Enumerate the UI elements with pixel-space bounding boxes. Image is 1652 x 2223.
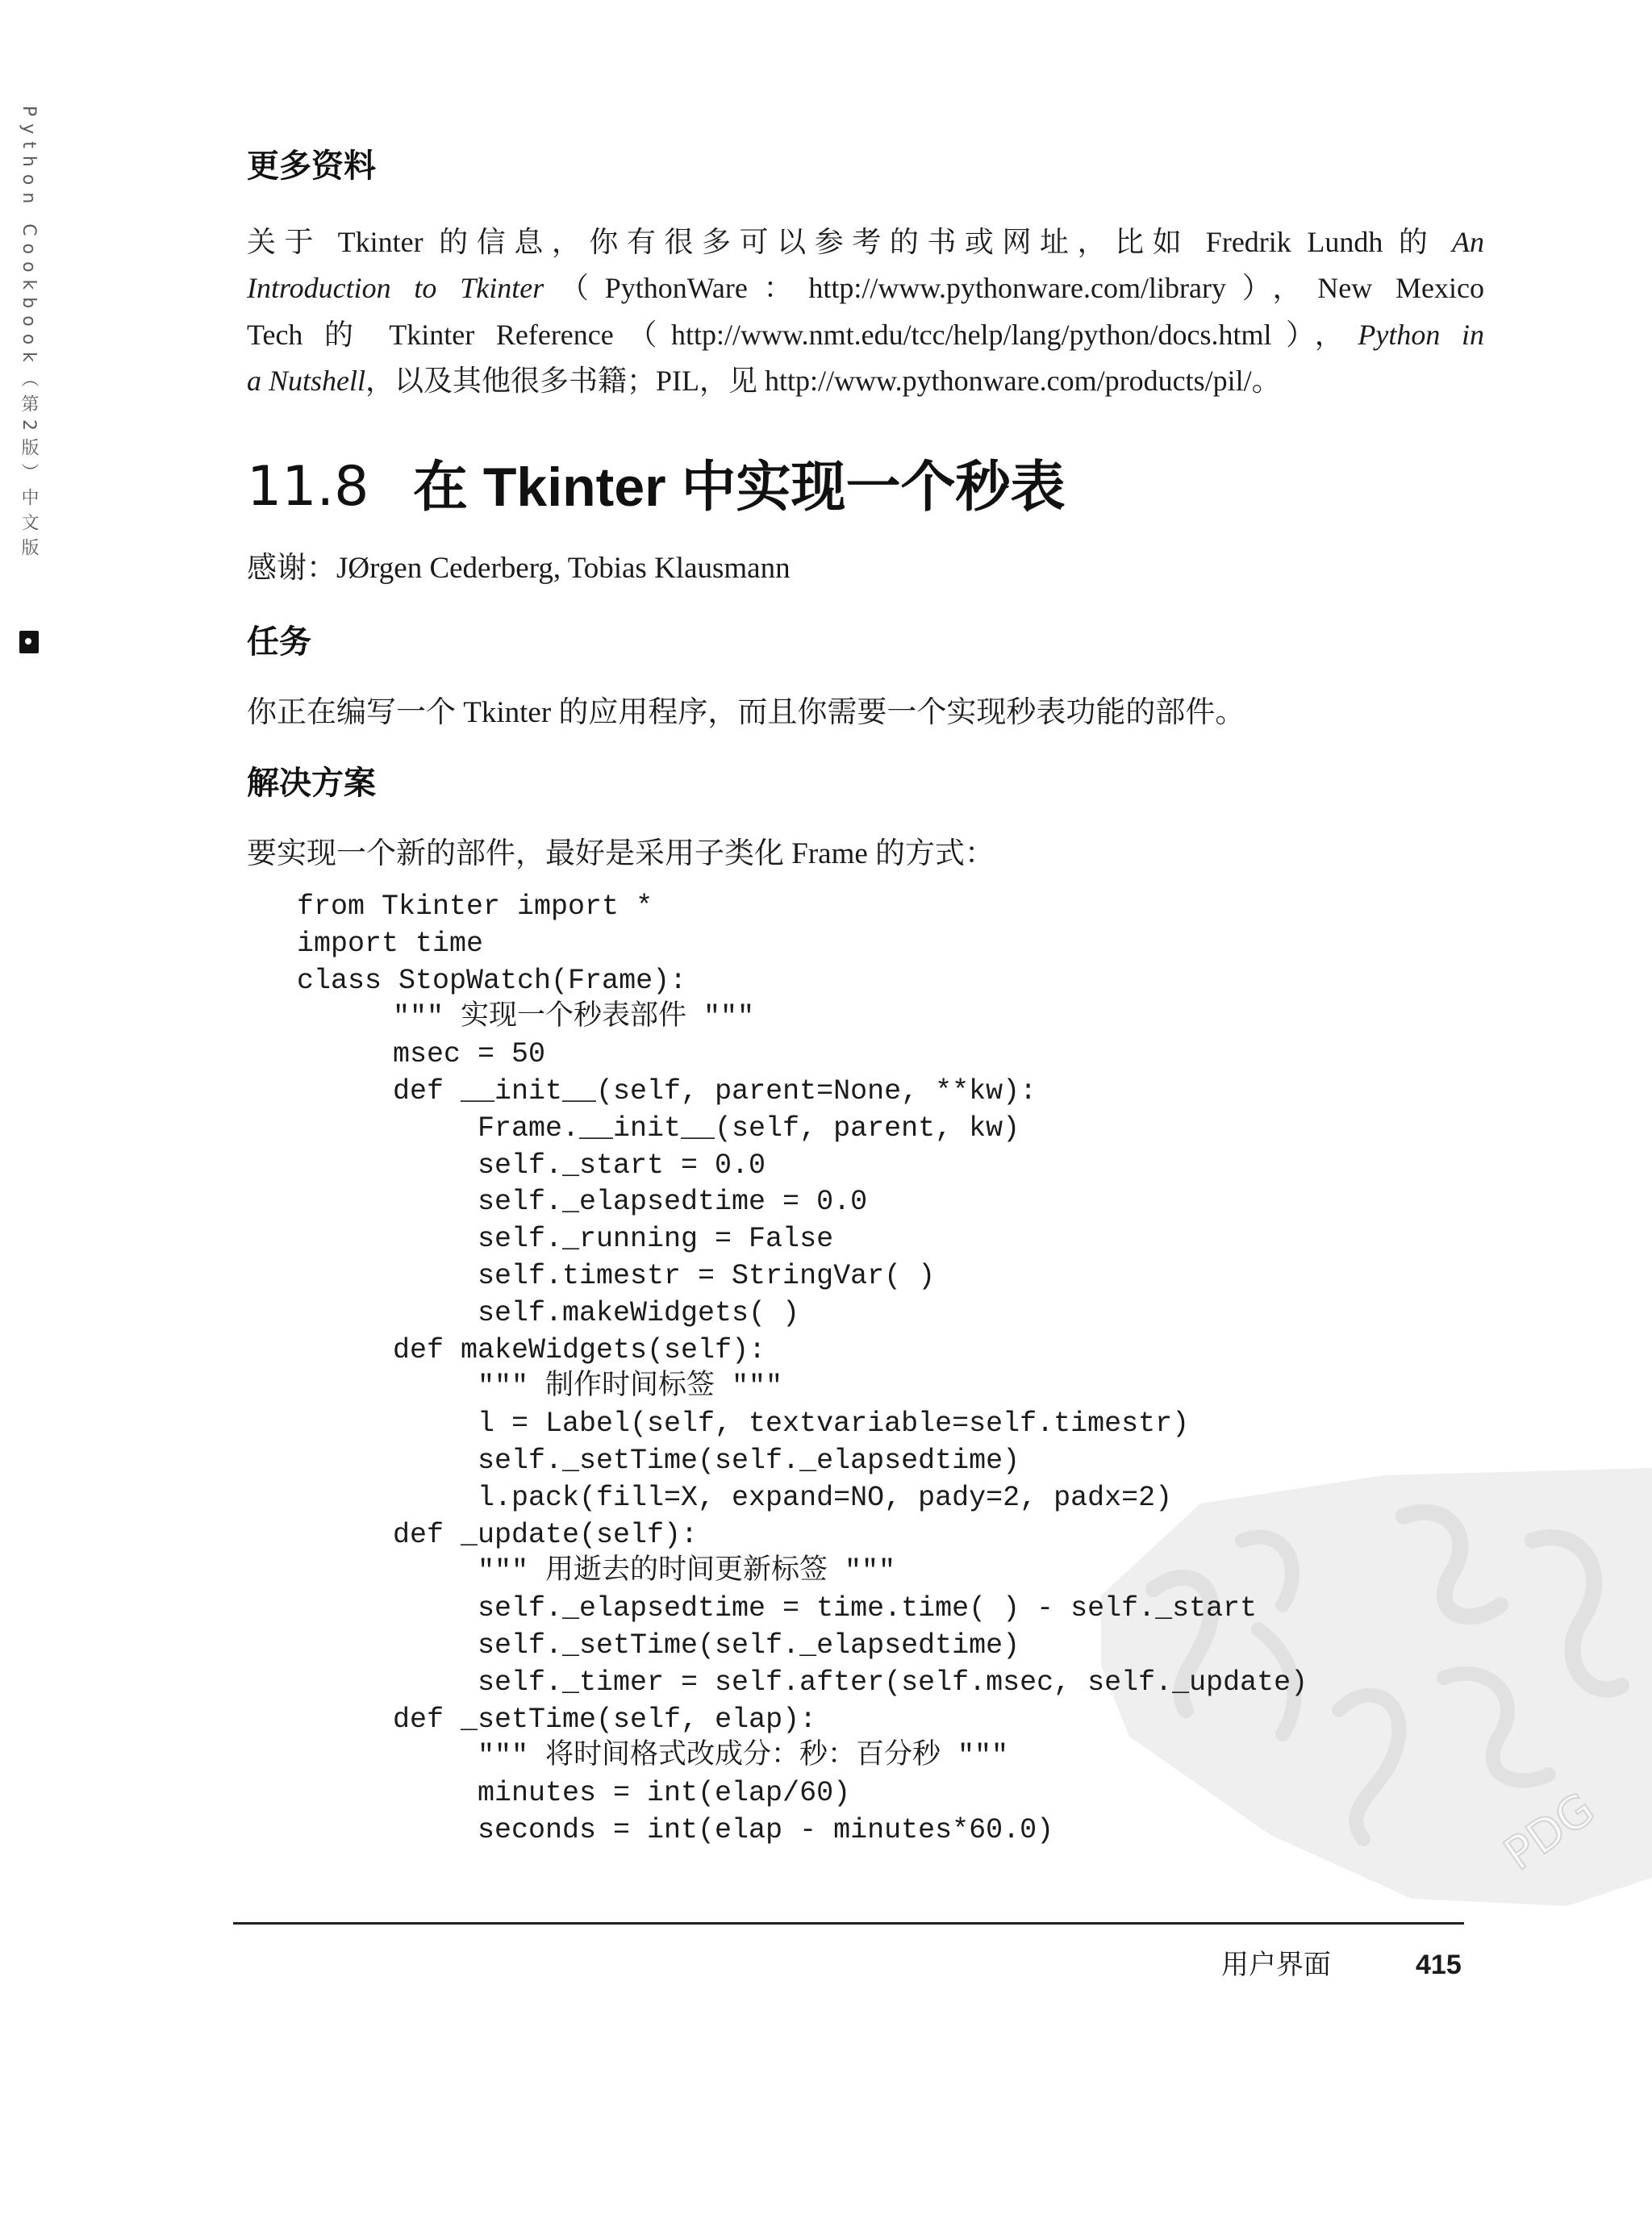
code-line: """ 将时间格式改成分：秒：百分秒 """	[478, 1740, 1009, 1773]
code-line: self._running = False	[478, 1223, 834, 1256]
code-line: self._elapsedtime = 0.0	[478, 1186, 868, 1219]
code-line: self.makeWidgets( )	[478, 1296, 800, 1329]
code-listing	[297, 889, 1308, 1850]
task-heading: 任务	[247, 624, 311, 661]
paragraph-line	[247, 265, 1484, 311]
credits-names: JØrgen Cederberg, Tobias Klausmann	[336, 552, 791, 585]
code-line: class StopWatch(Frame):	[297, 964, 687, 997]
paragraph-line	[247, 219, 1484, 265]
solution-heading: 解决方案	[247, 765, 376, 802]
code-line: msec = 50	[393, 1038, 546, 1071]
credits-label: 感谢：	[247, 552, 336, 585]
code-line: from Tkinter import *	[297, 890, 653, 923]
code-line: def _update(self):	[393, 1518, 699, 1551]
code-line: self._setTime(self._elapsedtime)	[478, 1629, 1020, 1662]
section-title: 在 Tkinter 中实现一个秒表	[413, 457, 1066, 518]
code-line: """ 实现一个秒表部件 """	[393, 1001, 755, 1034]
paragraph-text: Tech 的 Tkinter Reference（http://www.nmt.edu/tcc/help/lang/python/docs.html），	[247, 318, 1358, 351]
code-line: Frame.__init__(self, parent, kw)	[478, 1112, 1020, 1145]
book-title-text: a Nutshell	[247, 365, 366, 398]
thumb-index-mark	[19, 631, 39, 653]
book-title-text: An	[1452, 226, 1484, 258]
code-line: import time	[297, 927, 484, 960]
paragraph-line	[247, 312, 1484, 358]
paragraph-line	[247, 358, 1484, 404]
code-line: self._setTime(self._elapsedtime)	[478, 1444, 1020, 1477]
task-text: 你正在编写一个 Tkinter 的应用程序，而且你需要一个实现秒表功能的部件。	[247, 696, 1245, 729]
section-number: 11.8	[247, 455, 369, 519]
credits	[247, 549, 791, 588]
code-line: l.pack(fill=X, expand=NO, pady=2, padx=2)	[478, 1481, 1173, 1514]
code-line: """ 制作时间标签 """	[478, 1370, 783, 1403]
code-line: def _setTime(self, elap):	[393, 1703, 817, 1736]
watermark-text: PDG	[1495, 1783, 1604, 1882]
book-title-text: Introduction to Tkinter	[247, 272, 544, 305]
code-line: """ 用逝去的时间更新标签 """	[478, 1555, 896, 1588]
code-line: self.timestr = StringVar( )	[478, 1259, 936, 1292]
paragraph-text: 关于 Tkinter 的信息，你有很多可以参考的书或网址，比如 Fredrik Lundh 的	[247, 226, 1452, 258]
paragraph-text: ，以及其他很多书籍；PIL，见 http://www.pythonware.com/products/pil/。	[365, 365, 1281, 398]
book-title-text: Python in	[1358, 318, 1484, 351]
side-running-title: Python Cookbook（第2版）中文版	[19, 106, 39, 563]
footer-rule	[233, 1922, 1464, 1925]
code-line: def makeWidgets(self):	[393, 1333, 766, 1366]
paragraph-text: （PythonWare：http://www.pythonware.com/library），New Mexico	[544, 272, 1485, 305]
code-line: seconds = int(elap - minutes*60.0)	[478, 1813, 1054, 1846]
more-info-paragraph	[247, 219, 1484, 405]
solution-text: 要实现一个新的部件，最好是采用子类化 Frame 的方式：	[247, 837, 995, 870]
code-line: self._elapsedtime = time.time( ) - self._start	[478, 1592, 1258, 1625]
more-info-heading: 更多资料	[247, 148, 376, 185]
code-line: minutes = int(elap/60)	[478, 1777, 851, 1810]
page-number: 415	[1416, 1950, 1462, 1980]
footer-chapter: 用户界面	[1221, 1949, 1331, 1981]
code-line: def __init__(self, parent=None, **kw):	[393, 1074, 1037, 1107]
code-line: l = Label(self, textvariable=self.timestr)	[478, 1408, 1190, 1441]
code-line: self._start = 0.0	[478, 1149, 766, 1182]
code-line: self._timer = self.after(self.msec, self._update)	[478, 1666, 1308, 1699]
